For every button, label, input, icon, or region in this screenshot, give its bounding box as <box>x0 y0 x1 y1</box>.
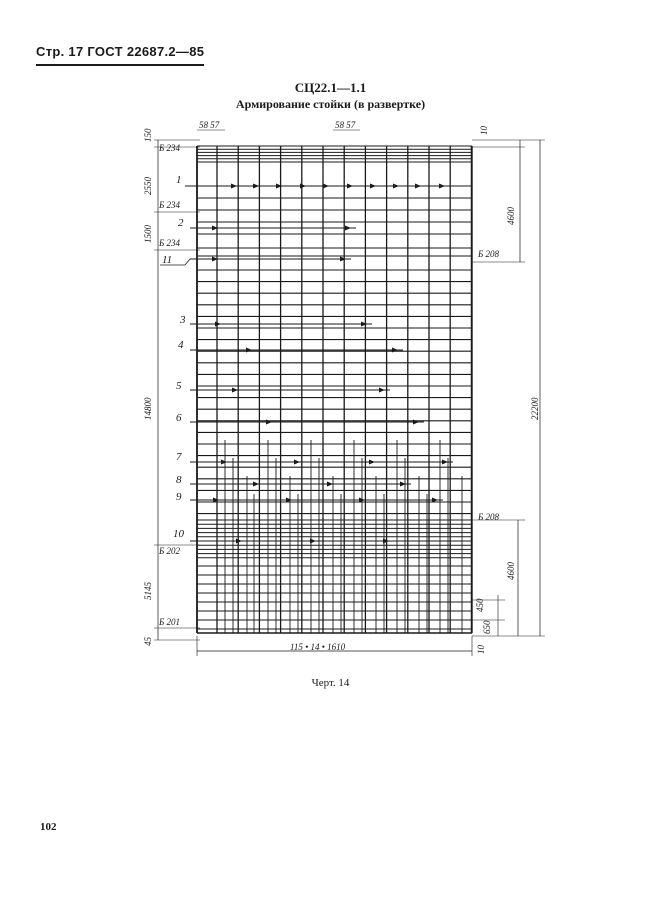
position-arrow <box>379 388 385 393</box>
drawing-code: СЦ22.1—1.1 <box>294 80 367 95</box>
right-dim-4600-top: 4600 <box>506 207 516 225</box>
position-arrow <box>345 226 351 231</box>
bar-mark-9: 9 <box>176 491 182 503</box>
bar-mark-2: 2 <box>178 217 184 229</box>
right-dim-650: 650 <box>482 620 492 634</box>
position-arrow <box>327 482 333 487</box>
section-label-b234-2: Б 234 <box>159 200 181 210</box>
left-dim-1500: 1500 <box>143 225 153 243</box>
position-arrow <box>221 460 227 465</box>
position-arrow <box>347 184 353 189</box>
left-dim-45: 45 <box>143 637 153 646</box>
position-arrow <box>231 184 237 189</box>
section-label-b202: Б 202 <box>159 546 181 556</box>
left-dim-5145: 5145 <box>143 582 153 600</box>
right-dim-4600-bottom: 4600 <box>506 562 516 580</box>
left-dim-14800: 14800 <box>143 397 153 420</box>
position-arrow <box>215 322 221 327</box>
position-arrow <box>415 184 421 189</box>
position-arrow <box>340 257 346 262</box>
bar-mark-5: 5 <box>176 380 182 392</box>
bar-mark-6: 6 <box>176 412 182 424</box>
bar-mark-8: 8 <box>176 474 182 486</box>
bar-mark-7: 7 <box>176 451 182 463</box>
right-dim-450: 450 <box>475 598 485 612</box>
position-arrow <box>236 539 242 544</box>
position-arrow <box>253 184 259 189</box>
bar-mark-11: 11 <box>162 254 173 266</box>
bar-mark-10: 10 <box>173 528 184 540</box>
position-arrow <box>253 482 259 487</box>
position-arrow <box>232 388 238 393</box>
section-label-b208-bottom: Б 208 <box>478 512 500 522</box>
page-header: Стр. 17 ГОСТ 22687.2—85 <box>36 44 205 59</box>
position-arrow <box>310 539 316 544</box>
position-arrow <box>370 184 376 189</box>
left-dim-2550: 2550 <box>143 177 153 195</box>
right-dim-10-top: 10 <box>479 126 489 135</box>
drawing-title: Армирование стойки (в развертке) <box>235 97 426 111</box>
dimension-lines <box>154 130 545 656</box>
page-number: 102 <box>40 821 57 833</box>
mark-11-leader <box>185 259 190 265</box>
position-arrow <box>323 184 329 189</box>
right-dim-10-bottom: 10 <box>476 645 486 654</box>
top-spacing-label-center: 58 57 <box>335 120 356 130</box>
right-dim-22200: 22200 <box>530 397 540 420</box>
top-spacing-label-left: 58 57 <box>199 120 220 130</box>
figure-caption: Черт. 14 <box>311 677 350 689</box>
bar-mark-3: 3 <box>180 314 186 326</box>
position-arrow <box>300 184 306 189</box>
bar-mark-1: 1 <box>176 174 182 186</box>
bottom-dim-label: 115 • 14 • 1610 <box>290 642 346 652</box>
bar-mark-4: 4 <box>178 339 184 351</box>
position-arrow <box>393 184 399 189</box>
section-label-b208-top: Б 208 <box>478 249 500 259</box>
left-dim-150: 150 <box>143 128 153 142</box>
section-label-b234-3: Б 234 <box>159 238 181 248</box>
position-arrow <box>294 460 300 465</box>
position-arrow <box>361 322 367 327</box>
reinforcement-grid <box>197 146 472 633</box>
position-arrow <box>369 460 375 465</box>
position-arrow <box>442 460 448 465</box>
section-label-b201: Б 201 <box>159 617 181 627</box>
position-arrow <box>439 184 445 189</box>
section-label-b234-1: Б 234 <box>159 143 181 153</box>
